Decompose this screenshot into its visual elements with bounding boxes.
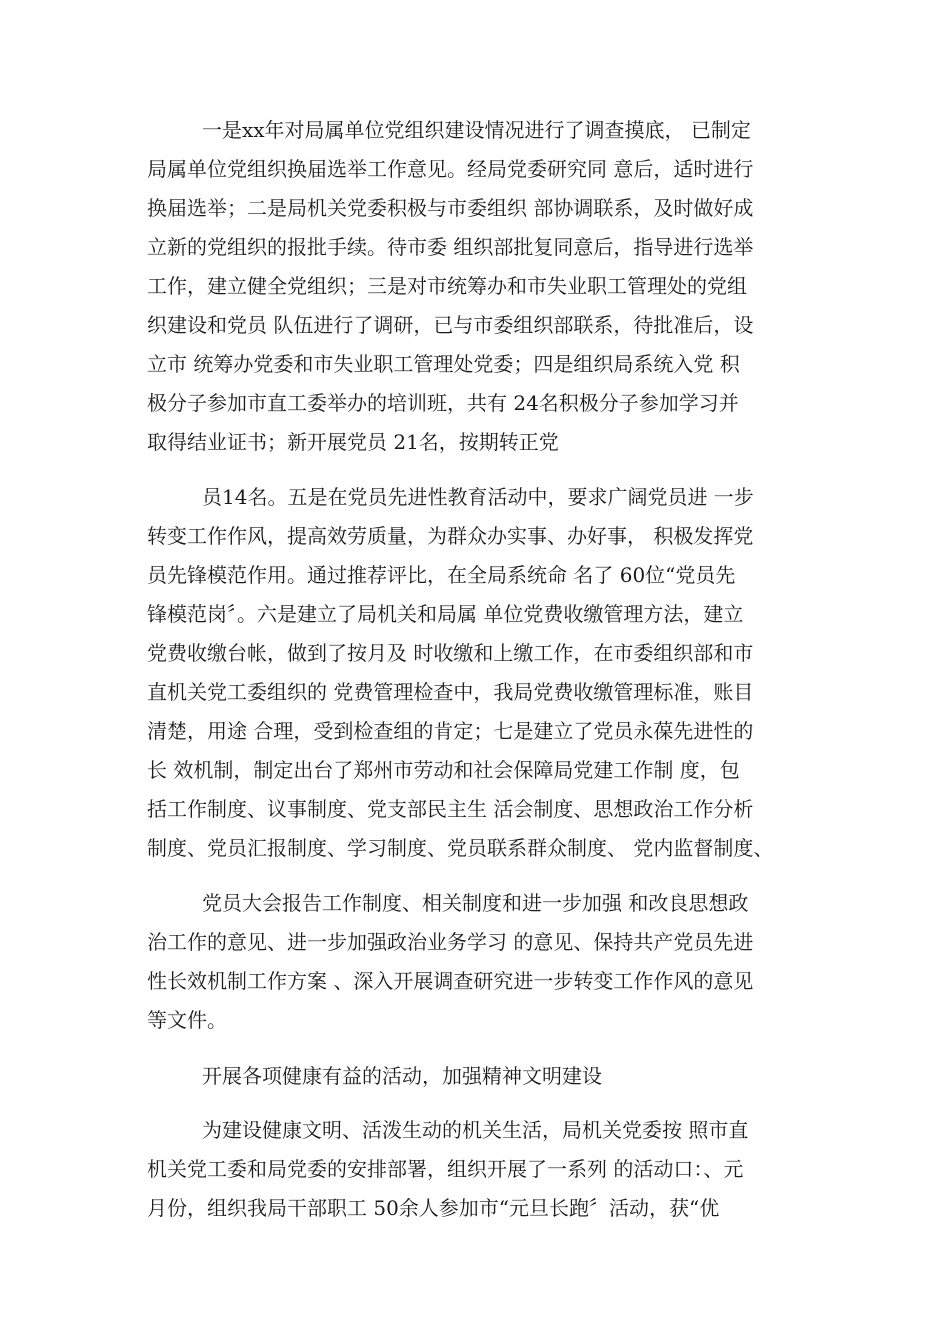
- text-line: 换届选举；二是局机关党委积极与市委组织 部协调联系，及时做好成: [147, 196, 754, 220]
- text-line: 立新的党组织的报批手续。待市委 组织部批复同意后，指导进行选举: [147, 235, 754, 259]
- text-line: 取得结业证书；新开展党员 21名，按期转正党: [147, 430, 559, 454]
- text-line: 党员大会报告工作制度、相关制度和进一步加强 和改良思想政: [202, 891, 749, 915]
- text-line: 括工作制度、议事制度、党支部民主生 活会制度、思想政治工作分析: [147, 797, 754, 821]
- text-line: 局属单位党组织换届选举工作意见。经局党委研究同 意后，适时进行: [147, 157, 754, 181]
- text-line: 织建设和党员 队伍进行了调研，已与市委组织部联系，待批准后，设: [147, 313, 754, 337]
- text-line: 锋模范岗〞。六是建立了局机关和局属 单位党费收缴管理方法，建立: [147, 602, 744, 626]
- text-line: 员14名。五是在党员先进性教育活动中，要求广阔党员进 一步: [202, 485, 754, 509]
- text-line: 机关党工委和局党委的安排部署，组织开展了一系列 的活动口：、元: [147, 1157, 744, 1181]
- text-line: 直机关党工委组织的 党费管理检查中，我局党费收缴管理标准，账目: [147, 680, 754, 704]
- text-line: 员先锋模范作用。通过推荐评比，在全局系统命 名了 60位“党员先: [147, 563, 736, 587]
- text-line: 等文件。: [147, 1008, 227, 1032]
- text-line: 为建设健康文明、活泼生动的机关生活，局机关党委按 照市直: [202, 1118, 749, 1142]
- text-line: 转变工作作风，提高效劳质量，为群众办实事、办好事， 积极发挥党: [147, 524, 754, 548]
- text-line: 立市 统筹办党委和市失业职工管理处党委；四是组织局系统入党 积: [147, 352, 740, 376]
- text-line: 清楚，用途 合理，受到检查组的肯定；七是建立了党员永葆先进性的: [147, 719, 754, 743]
- text-line: 制度、党员汇报制度、学习制度、党员联系群众制度、 党内监督制度、: [147, 836, 774, 860]
- heading-text: 开展各项健康有益的活动，加强精神文明建设: [202, 1064, 602, 1088]
- text-line: 性长效机制工作方案 、深入开展调查研究进一步转变工作作风的意见: [147, 969, 754, 993]
- text-line: 长 效机制，制定出台了郑州市劳动和社会保障局党建工作制 度，包: [147, 758, 740, 782]
- text-line: 极分子参加市直工委举办的培训班，共有 24名积极分子参加学习并: [147, 391, 739, 415]
- text-line: 治工作的意见、进一步加强政治业务学习 的意见、保持共产党员先进: [147, 930, 754, 954]
- text-line: 月份，组织我局干部职工 50余人参加市“元旦长跑〞活动，获“优: [147, 1196, 720, 1220]
- text-line: 工作，建立健全党组织；三是对市统筹办和市失业职工管理处的党组: [147, 274, 747, 298]
- text-line: 党费收缴台帐，做到了按月及 时收缴和上缴工作，在市委组织部和市: [147, 641, 754, 665]
- text-line: 一是xx年对局属单位党组织建设情况进行了调查摸底， 已制定: [202, 118, 751, 142]
